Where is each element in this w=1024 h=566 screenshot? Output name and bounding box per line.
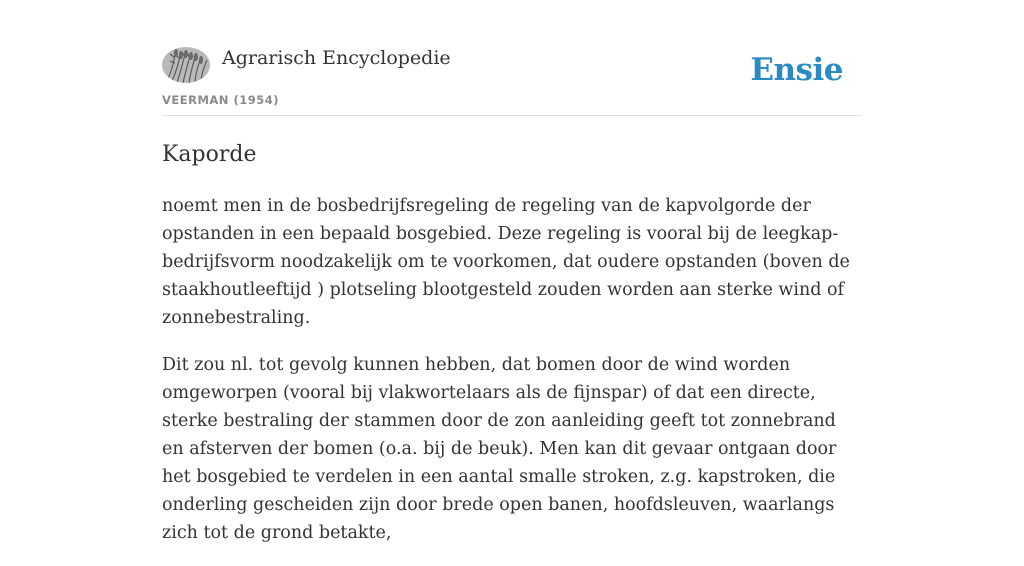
wheat-icon[interactable]	[162, 47, 210, 83]
article-body	[162, 192, 862, 566]
brand-logo[interactable]: Ensie	[750, 52, 843, 88]
article-title: Kaporde	[162, 142, 257, 167]
article-paragraph: Dit zou nl. tot gevolg kunnen hebben, dat bomen door de wind worden omgeworpen (vooral bij vlakwortelaars als de fijnspar) of dat een directe, sterke bestraling der stammen door de zon aanleiding geeft tot zonnebrand en afsterven der bomen (o.a. bij de beuk). Men kan dit gevaar ontgaan door het bosgebied te verdelen in een aantal smalle stroken, z.g. kapstroken, die onderling gescheiden zijn door brede open banen, hoofdsleuven, waarlangs zich tot de grond betakte,	[162, 355, 837, 543]
article-paragraph: noemt men in de bosbedrijfsregeling de regeling van de kapvolgorde der opstanden in een bepaald bosgebied. Deze regeling is vooral bij de leegkap-bedrijfsvorm noodzakelijk om te voorkomen, dat oudere opstanden (boven de staakhoutleeftijd ) plotseling blootgesteld zouden worden aan sterke wind of zonnebestraling.	[162, 196, 850, 328]
edition-label: VEERMAN (1954)	[162, 93, 279, 107]
encyclopedia-name[interactable]: Agrarisch Encyclopedie	[222, 47, 451, 69]
header	[162, 46, 862, 116]
